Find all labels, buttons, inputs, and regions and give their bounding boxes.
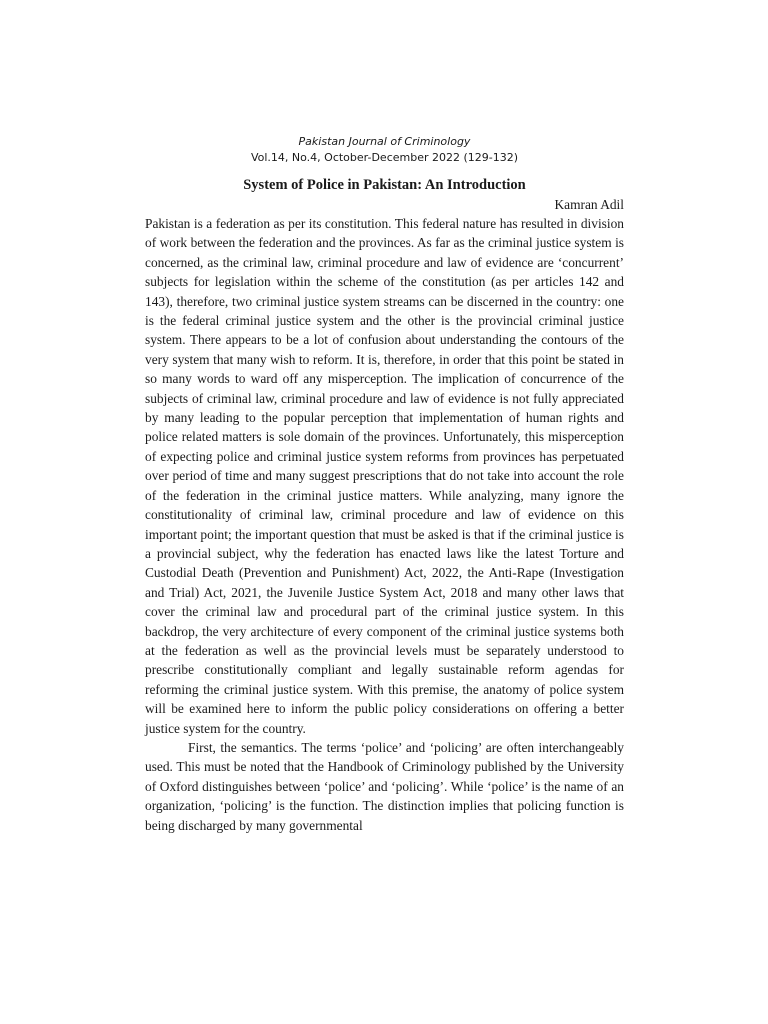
journal-name: Pakistan Journal of Criminology xyxy=(298,135,471,148)
body-paragraph-1: Pakistan is a federation as per its constitution. This federal nature has resulted in division of work between the federation and the provinces. As far as the criminal justice system is concerned, as the criminal law, criminal procedure and law of evidence are ‘concurrent’ subjects for legislation within the scheme of the constitution (as per articles 142 and 143), therefore, two criminal justice system streams can be discerned in the country: one is the federal criminal justice system and the other is the provincial criminal justice system. There appears to be a lot of confusion about understanding the contours of the very system that many wish to reform. It is, therefore, in order that this point be stated in so many words to ward off any misperception. The implication of concurrence of the subjects of criminal law, criminal procedure and law of evidence is not fully appreciated by many leading to the popular perception that implementation of human rights and police related matters is sole domain of the provinces. Unfortunately, this misperception of expecting police and criminal justice system reforms from provinces has perpetuated over period of time and many suggest prescriptions that do not take into account the role of the federation in the criminal justice matters. While analyzing, many ignore the constitutionality of criminal law, criminal procedure and law of evidence on this important point; the important question that must be asked is that if the criminal justice is a provincial subject, why the federation has enacted laws like the latest Torture and Custodial Death (Prevention and Punishment) Act, 2022, the Anti-Rape (Investigation and Trial) Act, 2021, the Juvenile Justice System Act, 2018 and many other laws that cover the criminal law and procedural part of the criminal justice system. In this backdrop, the very architecture of every component of the criminal justice systems both at the federation as well as the provincial levels must be separately understood to prescribe constitutionally compliant and legally sustainable reform agendas for reforming the criminal justice system. With this premise, the anatomy of police system will be examined here to inform the public policy considerations on offering a better justice system for the country. xyxy=(145,216,624,736)
document-page xyxy=(145,134,624,835)
journal-volume-info: Vol.14, No.4, October-December 2022 (129-132) xyxy=(250,151,519,164)
article-title: System of Police in Pakistan: An Introduction xyxy=(243,177,526,193)
body-paragraph-2: First, the semantics. The terms ‘police’ and ‘policing’ are often interchangeably used. This must be noted that the Handbook of Criminology published by the University of Oxford distinguishes between ‘police’ and ‘policing’. While ‘police’ is the name of an organization, ‘policing’ is the function. The distinction implies that policing function is being discharged by many governmental xyxy=(145,739,624,833)
article-author: Kamran Adil xyxy=(554,197,624,212)
